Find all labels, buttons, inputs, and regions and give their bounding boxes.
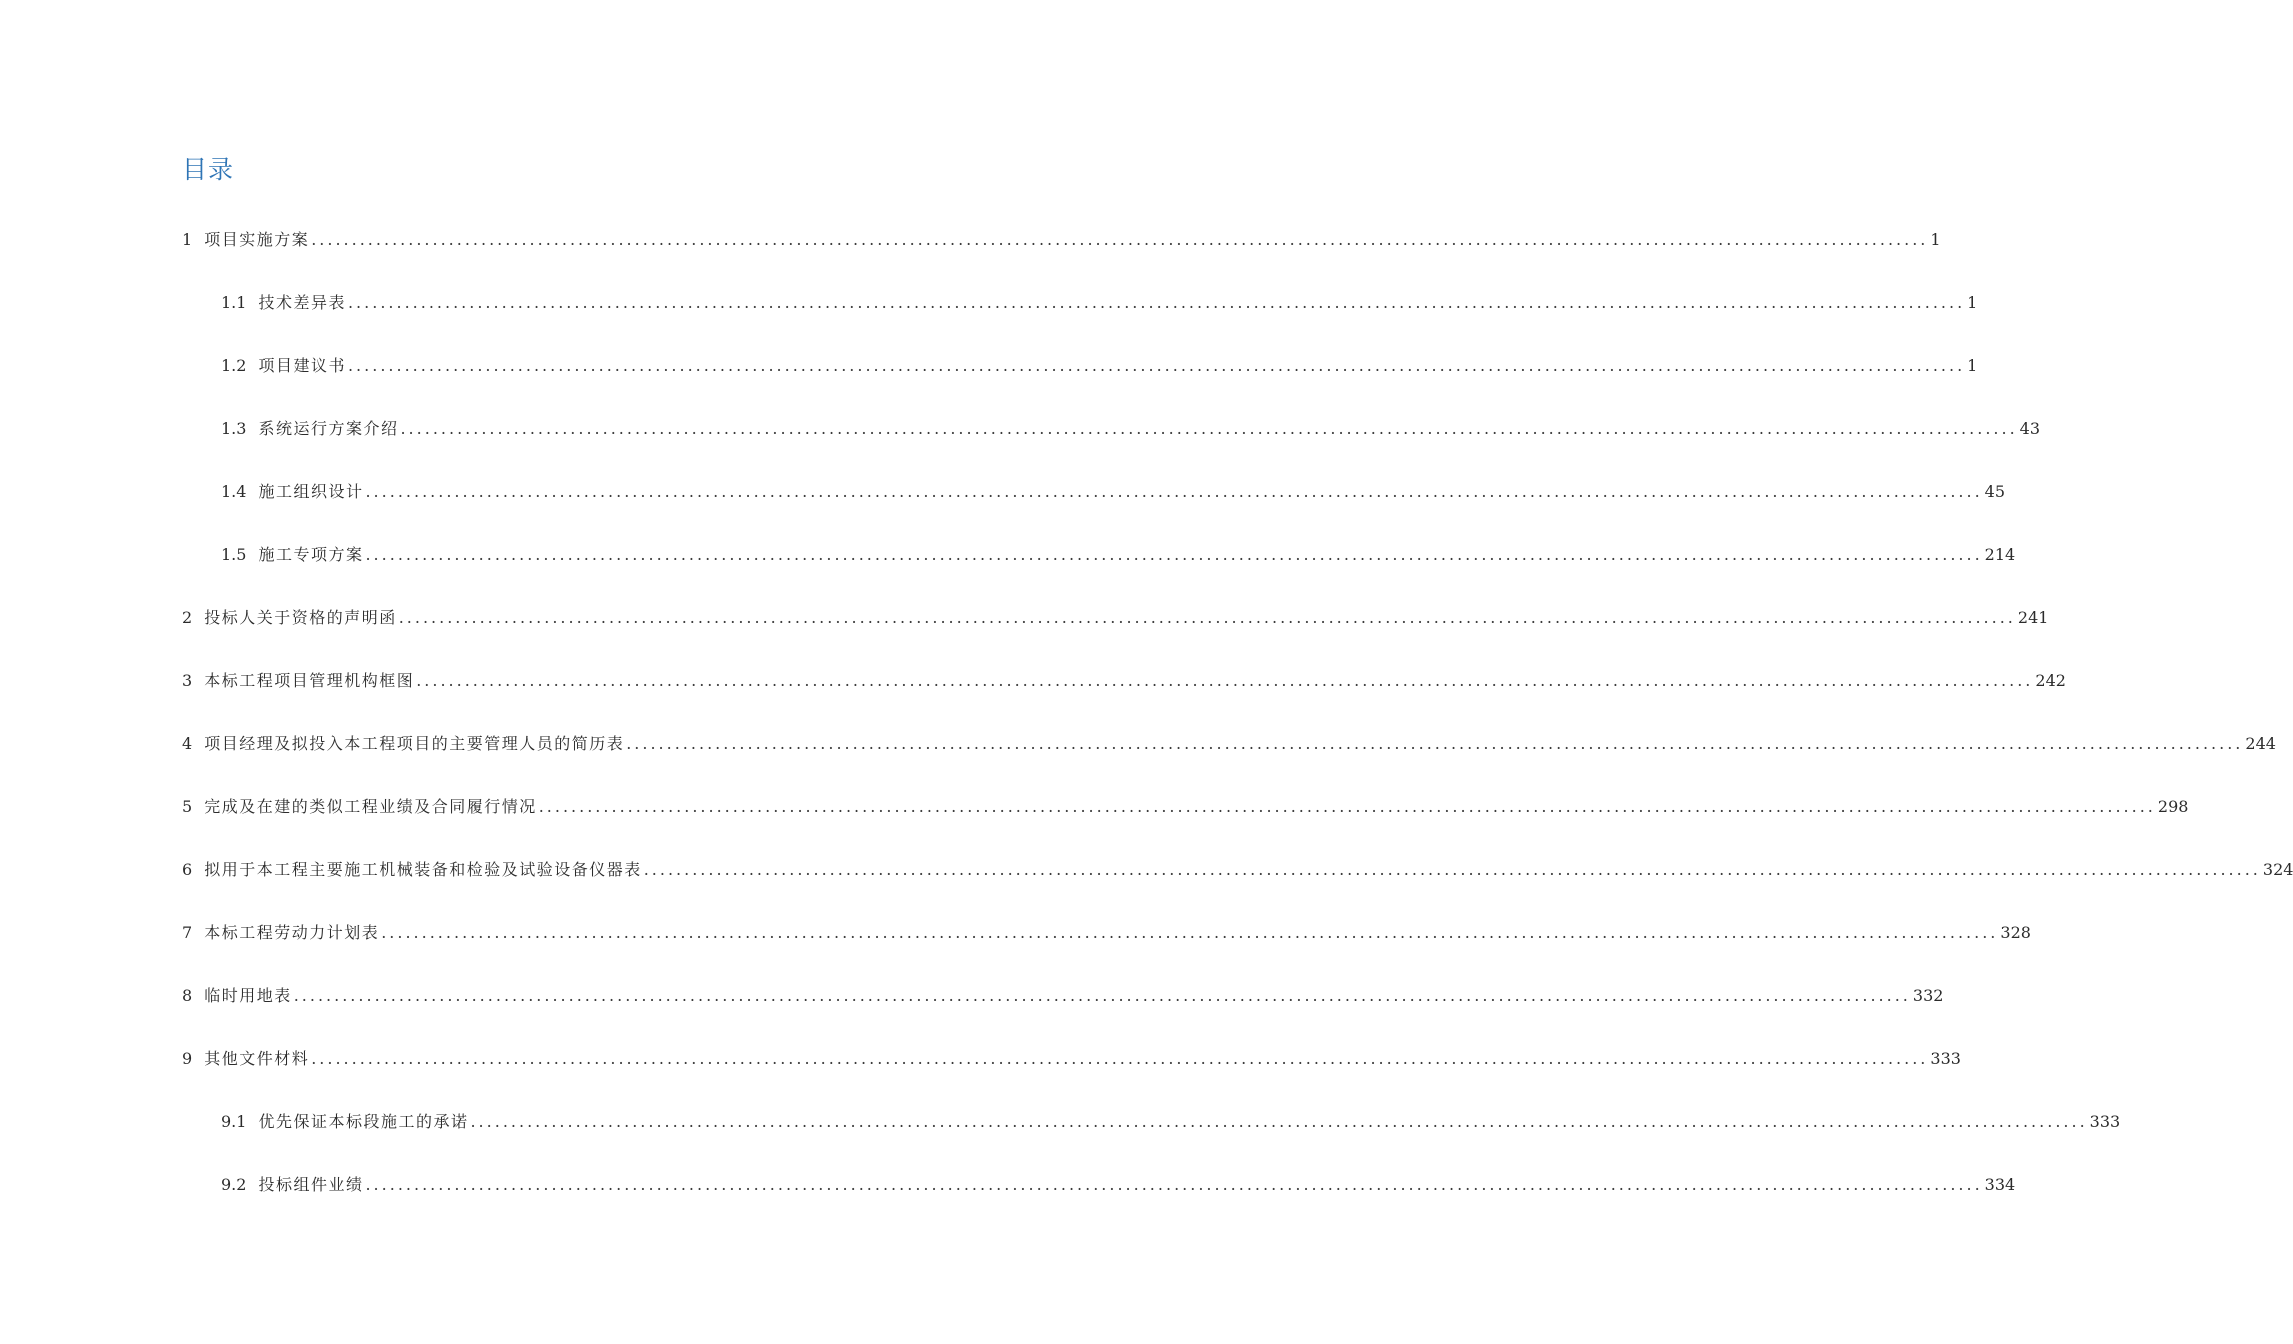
toc-entry-text: 施工组织设计: [258, 482, 364, 501]
toc-dot-leader: ........................................................................................................................................................................................................: [365, 482, 1983, 501]
toc-entry-text: 投标人关于资格的声明函: [204, 608, 397, 627]
toc-entry[interactable]: [182, 917, 2031, 980]
toc-entry-page: 45: [1984, 482, 2006, 501]
toc-entry[interactable]: [182, 539, 2016, 602]
toc-dot-leader: ........................................................................................................................................................................................................: [470, 1112, 2088, 1131]
toc-entry-text: 本标工程劳动力计划表: [204, 923, 380, 942]
toc-entry-page: 244: [2245, 734, 2276, 753]
toc-dot-leader: ........................................................................................................................................................................................................: [311, 230, 1929, 249]
toc-dot-leader: ........................................................................................................................................................................................................: [293, 986, 1911, 1005]
toc-dot-leader: ........................................................................................................................................................................................................: [400, 419, 2018, 438]
toc-entry-page: 214: [1984, 545, 2016, 564]
toc-entry-number: 1.3: [221, 419, 247, 438]
toc-entry-number: 7: [182, 923, 193, 942]
toc-dot-leader: ........................................................................................................................................................................................................: [347, 356, 1966, 375]
toc-entry-text: 其他文件材料: [204, 1049, 310, 1068]
toc-entry-page: 1: [1967, 293, 1978, 312]
toc-dot-leader: ........................................................................................................................................................................................................: [347, 293, 1966, 312]
toc-entry[interactable]: [182, 1043, 1961, 1106]
toc-entry[interactable]: [182, 287, 1978, 350]
toc-entry[interactable]: [182, 224, 1941, 287]
toc-entry[interactable]: [182, 665, 2066, 728]
toc-entry[interactable]: [182, 476, 2006, 539]
toc-entry-text: 拟用于本工程主要施工机械装备和检验及试验设备仪器表: [204, 860, 642, 879]
toc-entry[interactable]: [182, 791, 2189, 854]
toc-dot-leader: ........................................................................................................................................................................................................: [398, 608, 2016, 627]
toc-entry-text: 施工专项方案: [258, 545, 364, 564]
toc-entry-page: 324: [2262, 860, 2293, 879]
toc-entry[interactable]: [182, 1106, 2121, 1169]
toc-dot-leader: ........................................................................................................................................................................................................: [538, 797, 2156, 816]
toc-entry-page: 241: [2017, 608, 2049, 627]
toc-entry-text: 完成及在建的类似工程业绩及合同履行情况: [204, 797, 537, 816]
toc-entry-page: 298: [2157, 797, 2189, 816]
toc-entry-page: 1: [1930, 230, 1941, 249]
toc-entry[interactable]: [182, 728, 2276, 791]
toc-dot-leader: ........................................................................................................................................................................................................: [626, 734, 2244, 753]
toc-entry-number: 9.1: [221, 1112, 247, 1131]
toc-entry[interactable]: [182, 1169, 2016, 1232]
toc-entry-text: 优先保证本标段施工的承诺: [258, 1112, 469, 1131]
toc-entry-number: 9.2: [221, 1175, 247, 1194]
toc-list: [182, 224, 2293, 1232]
toc-entry-number: 3: [182, 671, 193, 690]
toc-entry-page: 242: [2035, 671, 2066, 690]
toc-entry-page: 43: [2019, 419, 2041, 438]
toc-dot-leader: ........................................................................................................................................................................................................: [416, 671, 2034, 690]
toc-entry[interactable]: [182, 980, 1944, 1043]
toc-entry-number: 1.5: [221, 545, 247, 564]
toc-entry-text: 项目建议书: [258, 356, 346, 375]
toc-entry-page: 334: [1984, 1175, 2016, 1194]
toc-entry[interactable]: [182, 350, 1978, 413]
toc-entry[interactable]: [182, 413, 2041, 476]
toc-dot-leader: ........................................................................................................................................................................................................: [365, 1175, 1983, 1194]
toc-entry-number: 1: [182, 230, 193, 249]
toc-entry-number: 8: [182, 986, 193, 1005]
toc-entry-page: 332: [1912, 986, 1944, 1005]
toc-entry-number: 2: [182, 608, 193, 627]
toc-entry-text: 项目经理及拟投入本工程项目的主要管理人员的简历表: [204, 734, 625, 753]
toc-entry-page: 328: [2000, 923, 2031, 942]
toc-entry-text: 本标工程项目管理机构框图: [204, 671, 415, 690]
toc-entry-number: 1.1: [221, 293, 247, 312]
toc-dot-leader: ........................................................................................................................................................................................................: [311, 1049, 1929, 1068]
toc-entry-number: 6: [182, 860, 193, 879]
toc-entry[interactable]: [182, 854, 2293, 917]
toc-entry-number: 5: [182, 797, 193, 816]
toc-entry-number: 1.4: [221, 482, 247, 501]
toc-entry-number: 1.2: [221, 356, 247, 375]
toc-entry-text: 系统运行方案介绍: [258, 419, 399, 438]
toc-entry-text: 技术差异表: [258, 293, 346, 312]
toc-title: 目录: [182, 155, 235, 184]
toc-entry[interactable]: [182, 602, 2049, 665]
toc-dot-leader: ........................................................................................................................................................................................................: [643, 860, 2261, 879]
toc-entry-number: 4: [182, 734, 193, 753]
toc-entry-page: 333: [1930, 1049, 1961, 1068]
toc-entry-text: 临时用地表: [204, 986, 292, 1005]
toc-entry-number: 9: [182, 1049, 193, 1068]
toc-entry-text: 项目实施方案: [204, 230, 310, 249]
toc-entry-page: 333: [2089, 1112, 2121, 1131]
toc-dot-leader: ........................................................................................................................................................................................................: [381, 923, 1999, 942]
toc-dot-leader: ........................................................................................................................................................................................................: [365, 545, 1983, 564]
toc-entry-page: 1: [1967, 356, 1978, 375]
toc-entry-text: 投标组件业绩: [258, 1175, 364, 1194]
